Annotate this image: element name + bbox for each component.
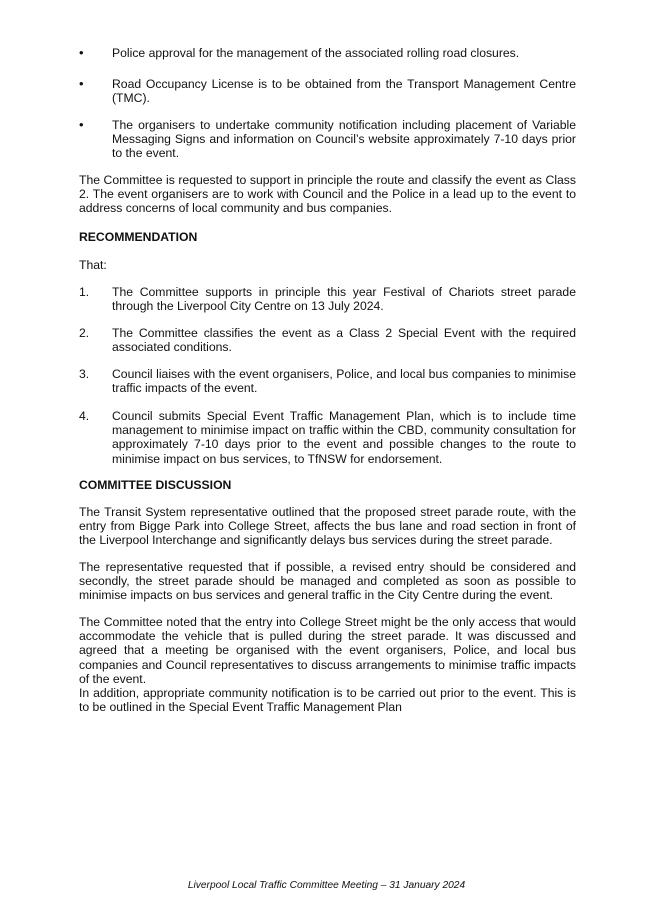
bullet-item: Police approval for the management of the associated rolling road closures. [112, 46, 520, 60]
recommendation-number: 3. [79, 367, 90, 381]
recommendation-number: 1. [79, 285, 90, 299]
discussion-paragraph: The Committee noted that the entry into College Street might be the only access that would accommodate the vehicle that is pulled during the street parade. It was discussed and agreed that a meeting be organised with the event organisers, Police, and local bus companies and Council representatives to discuss arrangements to minimise traffic impacts of the event. [79, 615, 576, 686]
that-label: That: [79, 258, 107, 272]
bullet-symbol: • [79, 45, 84, 60]
recommendation-item: Council liaises with the event organisers, Police, and local bus companies to minimise traffic impacts of the event. [112, 367, 576, 396]
bullet-item: The organisers to undertake community notification including placement of Variable Messaging Signs and information on Council’s website approximately 7-10 days prior to the event. [112, 118, 576, 161]
bullet-symbol: • [79, 117, 84, 132]
discussion-paragraph: The representative requested that if possible, a revised entry should be considered and secondly, the street parade should be managed and completed as soon as possible to minimise impacts on bus services and general traffic in the City Centre during the event. [79, 560, 576, 603]
discussion-paragraph: In addition, appropriate community notification is to be carried out prior to the event. This is to be outlined in the Special Event Traffic Management Plan [79, 686, 576, 715]
recommendation-heading: RECOMMENDATION [79, 230, 198, 244]
discussion-paragraph: The Transit System representative outlined that the proposed street parade route, with the entry from Bigge Park into College Street, affects the bus lane and road section in front of the Liverpool Interchange and significantly delays bus services during the street parade. [79, 505, 576, 548]
bullet-item: Road Occupancy License is to be obtained from the Transport Management Centre (TMC). [112, 77, 576, 106]
bullet-symbol: • [79, 76, 84, 91]
recommendation-item: The Committee classifies the event as a Class 2 Special Event with the required associated conditions. [112, 326, 576, 355]
recommendation-number: 2. [79, 326, 90, 340]
page-footer: Liverpool Local Traffic Committee Meeting – 31 January 2024 [187, 880, 466, 891]
discussion-heading: COMMITTEE DISCUSSION [79, 478, 232, 492]
recommendation-item: Council submits Special Event Traffic Management Plan, which is to include time management to minimise impact on traffic within the CBD, community consultation for approximately 7-10 days prior to the event and possible changes to the route to minimise impact on bus services, to TfNSW for endorsement. [112, 409, 576, 466]
intro-paragraph: The Committee is requested to support in principle the route and classify the event as Class 2. The event organisers are to work with Council and the Police in a lead up to the event to address concerns of local community and bus companies. [79, 173, 576, 216]
recommendation-item: The Committee supports in principle this year Festival of Chariots street parade through the Liverpool City Centre on 13 July 2024. [112, 285, 576, 314]
recommendation-number: 4. [79, 409, 90, 423]
